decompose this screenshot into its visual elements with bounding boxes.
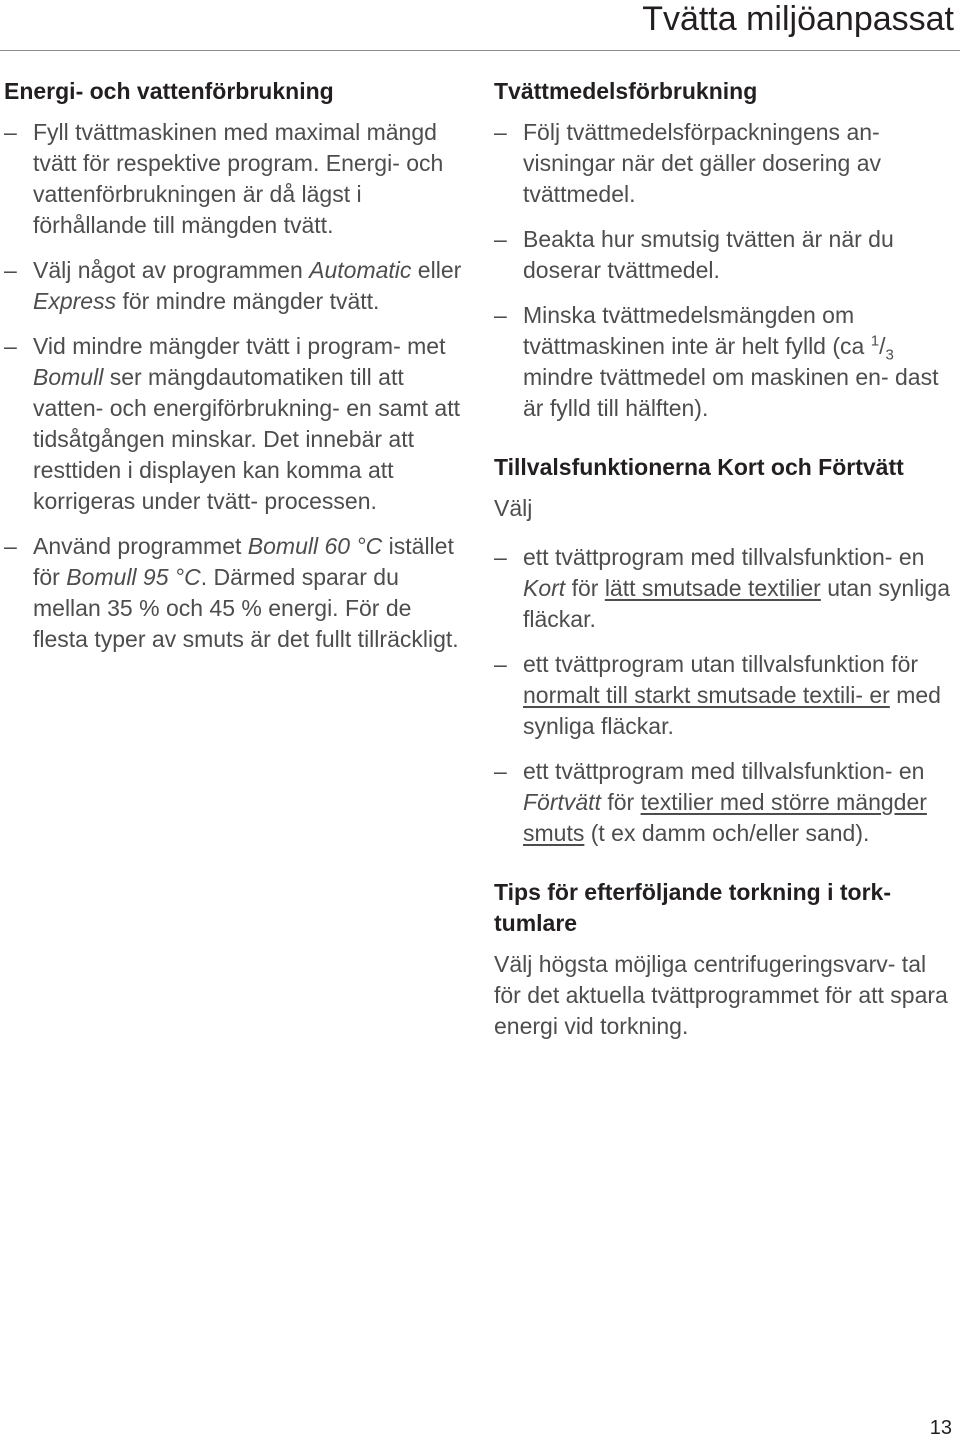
tips-section (494, 877, 956, 1042)
options-list (494, 542, 956, 849)
program-name: Bomull 95 °C (66, 564, 201, 590)
list-item: – ett tvättprogram utan tillvalsfunktion för normalt till starkt smutsade textili- er med synliga fläckar. (494, 651, 941, 739)
program-name: Bomull 60 °C (247, 533, 383, 559)
list-item: – ett tvättprogram med tillvalsfunktion- en Kort för lätt smutsade textilier utan synliga fläckar. (494, 544, 950, 632)
options-intro: Välj (494, 495, 533, 521)
dash-bullet: – (4, 533, 17, 559)
dash-bullet: – (494, 544, 507, 570)
dash-bullet: – (494, 226, 507, 252)
underlined-text: normalt till starkt smutsade textili- er (523, 682, 890, 708)
program-name: Bomull (33, 364, 104, 390)
list-item: – Vid mindre mängder tvätt i program- met Bomull ser mängdautomatiken till att vatten- och energiförbrukning- en samt att tidsåtgången minskar. Det innebär att resttiden i displayen kan komma att korrigeras under tvätt- processen. (4, 333, 461, 514)
program-name: Automatic (309, 257, 412, 283)
dash-bullet: – (4, 333, 17, 359)
dash-bullet: – (494, 758, 507, 784)
list-item: – Välj något av programmen Automatic eller Express för mindre mängder tvätt. (4, 257, 462, 314)
section-heading-tips: Tips för efterföljande torkning i tork- tumlare (494, 879, 891, 936)
list-item: – Fyll tvättmaskinen med maximal mängd tvätt för respektive program. Energi- och vattenförbrukningen är då lägst i förhållande till mängden tvätt. (4, 119, 444, 238)
list-item: – Följ tvättmedelsförpackningens an- visningar när det gäller dosering av tvättmedel. (494, 119, 881, 207)
dash-bullet: – (494, 119, 507, 145)
left-column (4, 76, 472, 669)
dash-bullet: – (494, 302, 507, 328)
section-heading-options: Tillvalsfunktionerna Kort och Förtvätt (494, 454, 904, 480)
list-item: – Använd programmet Bomull 60 °C istället för Bomull 95 °C. Därmed sparar du mellan 35 % och 45 % energi. För de flesta typer av smuts är det fullt tillräckligt. (4, 533, 459, 652)
detergent-section (494, 76, 956, 424)
program-name: Express (33, 288, 117, 314)
section-heading-energy: Energi- och vattenförbrukning (4, 78, 334, 104)
dash-bullet: – (4, 119, 17, 145)
list-item: – ett tvättprogram med tillvalsfunktion- en Förtvätt för textilier med större mängder smuts (t ex damm och/eller sand). (494, 758, 927, 846)
underlined-text: textilier med större mängder smuts (523, 789, 927, 846)
option-name: Kort (523, 575, 566, 601)
options-section (494, 452, 956, 849)
underlined-text: lätt smutsade textilier (604, 575, 821, 601)
fraction: $^1/_3$ (870, 332, 894, 364)
energy-list (4, 117, 472, 655)
page-header-title: Tvätta miljöanpassat (642, 0, 954, 38)
option-name: Förtvätt (523, 789, 601, 815)
tips-text: Välj högsta möjliga centrifugeringsvarv- tal för det aktuella tvättprogrammet för att spara energi vid torkning. (494, 951, 948, 1039)
detergent-list (494, 117, 956, 424)
dash-bullet: – (494, 651, 507, 677)
list-item: – Minska tvättmedelsmängden om tvättmaskinen inte är helt fylld (ca $^1/_3$ mindre tvättmedel om maskinen en- dast är fylld till hälften). (494, 302, 939, 421)
right-column (494, 76, 956, 1070)
header-divider (0, 50, 960, 51)
list-item: – Beakta hur smutsig tvätten är när du doserar tvättmedel. (494, 226, 894, 283)
page-number: 13 (929, 1417, 952, 1439)
section-heading-detergent: Tvättmedelsförbrukning (494, 78, 758, 104)
dash-bullet: – (4, 257, 17, 283)
